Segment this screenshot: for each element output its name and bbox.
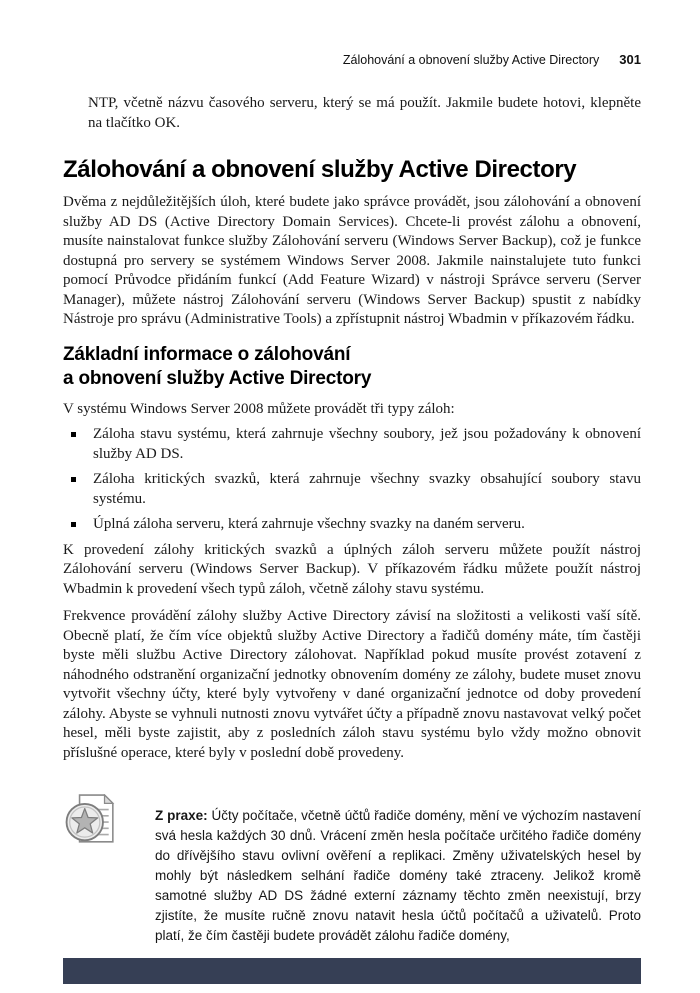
intro-paragraph: NTP, včetně názvu časového serveru, který se má použít. Jakmile budete hotovi, klepněte na tlačítko OK. xyxy=(88,95,641,131)
note-body: Účty počítače, včetně účtů řadiče domény, mění ve výchozím nastavení svá hesla každých 30 dnů. Vrácení změn hesla počítače určitého řadiče domény do dřívějšího stavu ovlivní ověření a replikaci. Změny uživatelských hesel by mohly být následkem selhání řadiče domény také ztraceny. Jelikož kromě samotné služby AD DS žádné externí záznamy těchto změn neexistují, brzy zjistíte, že musíte ručně znovu natavit hesla účtů počítačů a uživatelů. Proto platí, že čím častěji budete provádět zálohu řadiče domény, xyxy=(155,807,641,943)
list-item xyxy=(63,515,641,535)
footer-bar xyxy=(63,958,641,984)
section-intro-paragraph: Dvěma z nejdůležitějších úloh, které budete jako správce provádět, jsou zálohování a obnovení služby AD DS (Active Directory Domain Services). Chcete-li provést zálohu a obnovení, musíte nainstalovat funkce služby Zálohování serveru (Windows Server Backup), což je funkce dostupná pro servery se systémem Windows Server 2008. Jakmile nainstalujete tuto funkci pomocí Průvodce přidáním funkcí (Add Feature Wizard) v nástroji Správce serveru (Server Manager), můžete nástroj Zálohování serveru (Windows Server Backup) spustit z nabídky Nástroje pro správu (Administrative Tools) a zpřístupnit nástroj Wbadmin v příkazovém řádku. xyxy=(63,194,641,327)
star-document-icon xyxy=(63,792,121,959)
bullet-icon xyxy=(71,477,76,482)
backup-types-list xyxy=(63,425,641,535)
running-title: Zálohování a obnovení služby Active Directory xyxy=(342,53,600,67)
running-header xyxy=(63,52,641,68)
bullet-icon xyxy=(71,432,76,437)
note-label: Z praxe: xyxy=(155,807,208,823)
list-item-text: Úplná záloha serveru, která zahrnuje všechny svazky na daném serveru. xyxy=(93,516,525,532)
subsection-heading xyxy=(63,343,641,391)
backup-types-intro: V systému Windows Server 2008 můžete provádět tři typy záloh: xyxy=(63,400,455,417)
list-item xyxy=(63,425,641,464)
frequency-paragraph: Frekvence provádění zálohy služby Active Directory závisí na složitosti a velikosti vaší sítě. Obecně platí, že čím více objektů služby Active Directory a řadičů domény máte, tím častěji byste měli službu Active Directory zálohovat. Například pokud musíte provést zotavení z náhodného odstranění organizační jednotky obnovením domény ze zálohy, budete muset znovu vytvořit všechny účty, které byly vytvořeny v dané organizační jednotce od doby provedení zálohy. Abyste se vyhnuli nutnosti znovu vytvářet účty a případně znovu nastavovat velký počet hesel, měli byste zajistit, aby z posledních záloh stavu systému bylo vždy možno obnovit příslušné operace, které byly v poslední době provedeny. xyxy=(63,608,641,761)
page-number: 301 xyxy=(619,52,641,67)
practice-note xyxy=(63,792,641,959)
note-text xyxy=(155,806,641,946)
subsection-heading-line1: Základní informace o zálohování xyxy=(63,343,351,365)
list-item xyxy=(63,470,641,509)
tools-paragraph: K provedení zálohy kritických svazků a úplných záloh serveru můžete použít nástroj Zálohování serveru (Windows Server Backup). V příkazovém řádku můžete použít nástroj Wbadmin k provedení všech typů záloh, včetně zálohy stavu systému. xyxy=(63,541,641,597)
subsection-heading-line2: a obnovení služby Active Directory xyxy=(63,367,372,389)
list-item-text: Záloha kritických svazků, která zahrnuje všechny svazky obsahující soubory stavu systému. xyxy=(93,471,641,507)
bullet-icon xyxy=(71,522,76,527)
list-item-text: Záloha stavu systému, která zahrnuje všechny soubory, jež jsou požadovány k obnovení služby AD DS. xyxy=(93,426,641,462)
section-heading: Zálohování a obnovení služby Active Directory xyxy=(63,156,577,183)
